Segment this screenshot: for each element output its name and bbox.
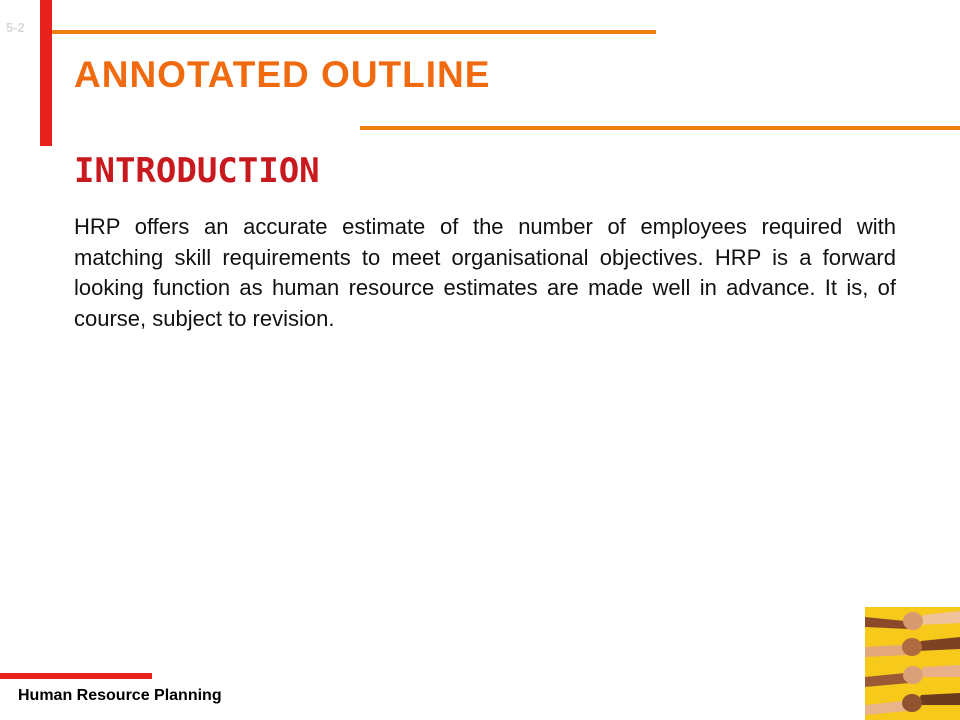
accent-vertical-bar <box>40 0 52 146</box>
hands-chain-illustration <box>865 607 960 720</box>
footer-label: Human Resource Planning <box>18 687 222 704</box>
accent-line-top <box>52 30 656 34</box>
footer-accent-bar <box>0 673 152 679</box>
slide-title: ANNOTATED OUTLINE <box>74 54 491 95</box>
hands-chain-image <box>865 607 960 720</box>
slide-number: 5-2 <box>6 20 25 35</box>
accent-line-middle <box>360 126 960 130</box>
section-heading: INTRODUCTION <box>74 151 320 191</box>
body-paragraph: HRP offers an accurate estimate of the number of employees required with matching skill requirements to meet organisational objectives. HRP is a forward looking function as human resource estimates are made well in advance. It is, of course, subject to revision. <box>74 214 896 331</box>
